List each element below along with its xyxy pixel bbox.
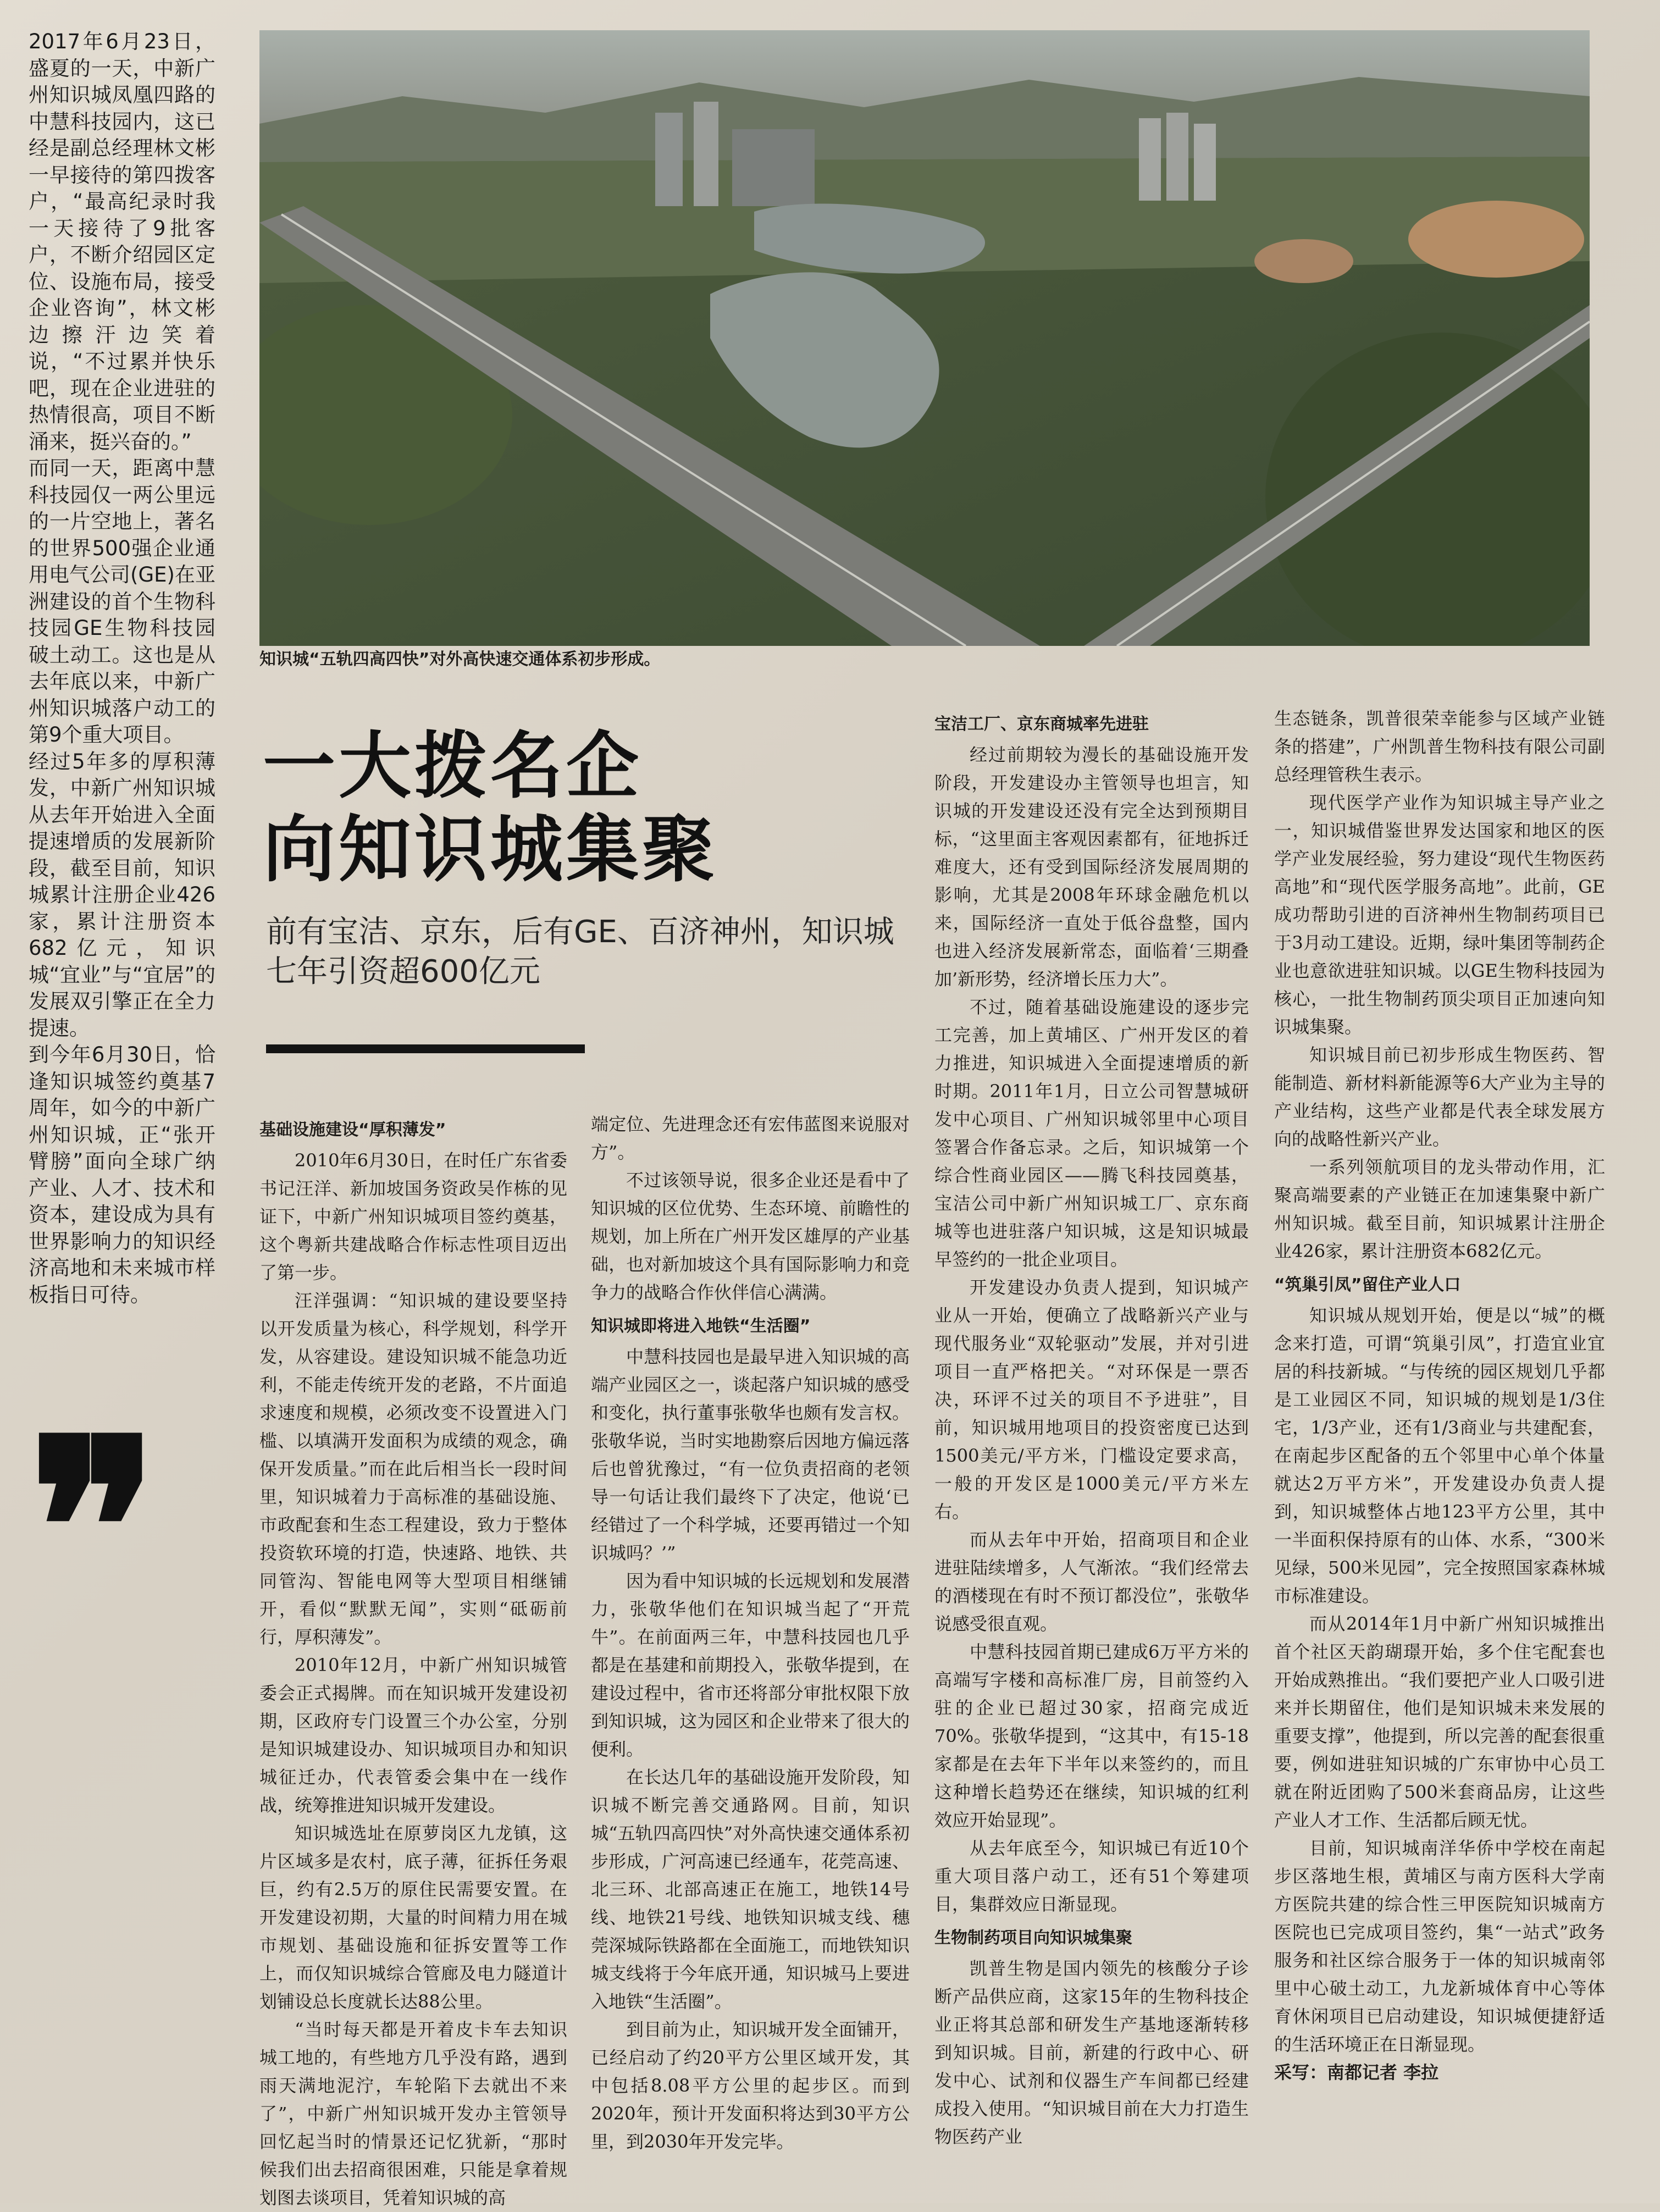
article-paragraph: 开发建设办负责人提到，知识城产业从一开始，便确立了战略新兴产业与现代服务业“双轮驱动”发展，并对引进项目一直严格把关。“对环保是一票否决，环评不过关的项目不予进驻”，目前，知识城用地项目的投资密度已达到1500美元/平方米，门槛设定要求高，一般的开发区是1000美元/平方米左右。 (934, 1277, 1249, 1522)
headline-line: 向知识城集聚 (263, 808, 718, 892)
article-paragraph: 一系列领航项目的龙头带动作用，汇聚高端要素的产业链正在加速集聚中新广州知识城。截至目前，知识城累计注册企业426家，累计注册资本682亿元。 (1274, 1157, 1605, 1262)
article-paragraph: 2010年12月，中新广州知识城管委会正式揭牌。而在知识城开发建设初期，区政府专门设置三个办公室，分别是知识城建设办、知识城项目办和知识城征迁办，代表管委会集中在一线作战，统筹推进知识城开发建设。 (259, 1655, 567, 1816)
sidebar-paragraph: 经过5年多的厚积薄发，中新广州知识城从去年开始进入全面提速增质的发展新阶段，截至目前，知识城累计注册企业426家，累计注册资本682亿元，知识城“宜业”与“宜居”的发展双引擎正在全力提速。 (29, 749, 215, 1040)
article-paragraph: 不过，随着基础设施建设的逐步完工完善，加上黄埔区、广州开发区的着力推进，知识城进入全面提速增质的新时期。2011年1月，日立公司智慧城研发中心项目、广州知识城邻里中心项目签署合作备忘录。之后，知识城第一个综合性商业园区——腾飞科技园奠基，宝洁公司中新广州知识城工厂、京东商城等也进驻落户知识城，这是知识城最早签约的一批企业项目。 (934, 997, 1249, 1270)
article-paragraph: 不过该领导说，很多企业还是看中了知识城的区位优势、生态环境、前瞻性的规划，加上所在广州开发区雄厚的产业基础，也对新加坡这个具有国际影响力和竞争力的战略合作伙伴信心满满。 (591, 1170, 910, 1303)
article-paragraph: 而从去年中开始，招商项目和企业进驻陆续增多，人气渐浓。“我们经常去的酒楼现在有时不预订都没位”，张敬华说感受很直观。 (934, 1529, 1249, 1634)
article-column-3 (934, 705, 1249, 2151)
headline (263, 725, 922, 892)
sidebar-paragraph: 而同一天，距离中慧科技园仅一两公里远的一片空地上，著名的世界500强企业通用电气公司(GE)在亚洲建设的首个生物科技园GE生物科技园破土动工。这也是从去年底以来，中新广州知识城落户动工的第9个重大项目。 (29, 456, 215, 746)
headline-rule (266, 1044, 585, 1053)
photo-caption: 知识城“五轨四高四快”对外高快速交通体系初步形成。 (259, 650, 661, 669)
sidebar-paragraph: 到今年6月30日，恰逢知识城签约奠基7周年，如今的中新广州知识城，正“张开臂膀”面向全球广纳产业、人才、技术和资本，建设成为具有世界影响力的知识经济高地和未来城市样板指日可待。 (29, 1043, 215, 1307)
headline-line: 一大拨名企 (263, 724, 642, 809)
subheadline: 前有宝洁、京东，后有GE、百济神州，知识城七年引资超600亿元 (266, 914, 894, 989)
article-paragraph: 知识城目前已初步形成生物医药、智能制造、新材料新能源等6大产业为主导的产业结构，这些产业都是代表全球发展方向的战略性新兴产业。 (1274, 1044, 1605, 1149)
article-paragraph: 在长达几年的基础设施开发阶段，知识城不断完善交通路网。目前，知识城“五轨四高四快”对外高快速交通体系初步形成，广河高速已经通车，花莞高速、北三环、北部高速正在施工，地铁14号线、地铁21号线、地铁知识城支线、穗莞深城际铁路都在全面施工，而地铁知识城支线将于今年底开通，知识城马上要进入地铁“生活圈”。 (591, 1767, 910, 2012)
article-paragraph: 汪洋强调：“知识城的建设要坚持以开发质量为核心，科学规划，科学开发，从容建设。建设知识城不能急功近利，不能走传统开发的老路，不片面追求速度和规模，必须改变不设置进入门槛、以填满开发面积为成绩的观念，确保开发质量。”而在此后相当长一段时间里，知识城着力于高标准的基础设施、市政配套和生态工程建设，致力于整体投资软环境的打造，快速路、地铁、共同管沟、智能电网等大型项目相继铺开，看似“默默无闻”，实则“砥砺前行，厚积薄发”。 (259, 1290, 567, 1647)
sidebar-intro (29, 29, 215, 1308)
article-paragraph: 经过前期较为漫长的基础设施开发阶段，开发建设办主管领导也坦言，知识城的开发建设还没有完全达到预期目标，“这里面主客观因素都有，征地拆迁难度大，还有受到国际经济发展周期的影响，尤其是2008年环球金融危机以来，国际经济一直处于低谷盘整，国内也进入经济发展新常态，面临着‘三期叠加’新形势，经济增长压力大”。 (934, 744, 1249, 989)
article-paragraph: 中慧科技园也是最早进入知识城的高端产业园区之一，谈起落户知识城的感受和变化，执行董事张敬华也颇有发言权。张敬华说，当时实地勘察后因地方偏远落后也曾犹豫过，“有一位负责招商的老领导一句话让我们最终下了决定，他说‘已经错过了一个科学城，还要再错过一个知识城吗？’” (591, 1346, 910, 1563)
article-paragraph: 知识城从规划开始，便是以“城”的概念来打造，可谓“筑巢引凤”，打造宜业宜居的科技新城。“与传统的园区规划几乎都是工业园区不同，知识城的规划是1/3住宅，1/3产业，还有1/3商业与共建配套，在南起步区配备的五个邻里中心单个体量就达2万平方米”，开发建设办负责人提到，知识城整体占地123平方公里，其中一半面积保持原有的山体、水系，“300米见绿，500米见园”，完全按照国家森林城市标准建设。 (1274, 1305, 1605, 1606)
article-paragraph: 现代医学产业作为知识城主导产业之一，知识城借鉴世界发达国家和地区的医学产业发展经验，努力建设“现代生物医药高地”和“现代医学服务高地”。此前，GE成功帮助引进的百济神州生物制药项目已于3月动工建设。近期，绿叶集团等制药企业也意欲进驻知识城。以GE生物科技园为核心，一批生物制药顶尖项目正加速向知识城集聚。 (1274, 792, 1605, 1037)
section-heading: 知识城即将进入地铁“生活圈” (591, 1317, 811, 1336)
aerial-photo (259, 30, 1590, 646)
article-paragraph: 而从2014年1月中新广州知识城推出首个社区天韵瑚璟开始，多个住宅配套也开始成熟推出。“我们要把产业人口吸引进来并长期留住，他们是知识城未来发展的重要支撑”，他提到，所以完善的配套很重要，例如进驻知识城的广东审协中心员工就在附近团购了500米套商品房，让这些产业人才工作、生活都后顾无忧。 (1274, 1613, 1605, 1831)
article-paragraph: 2010年6月30日，在时任广东省委书记汪洋、新加坡国务资政吴作栋的见证下，中新广州知识城项目签约奠基，这个粤新共建战略合作标志性项目迈出了第一步。 (259, 1150, 567, 1283)
quote-mark-icon: ❞ (29, 1386, 159, 1670)
byline: 采写：南都记者 李拉 (1274, 2062, 1439, 2083)
sidebar-paragraph: 2017年6月23日，盛夏的一天，中新广州知识城凤凰四路的中慧科技园内，这已经是副总经理林文彬一早接待的第四拨客户，“最高纪录时我一天接待了9批客户，不断介绍园区定位、设施布局，接受企业咨询”，林文彬边擦汗边笑着说，“不过累并快乐吧，现在企业进驻的热情很高，项目不断涌来，挺兴奋的。” (29, 30, 215, 454)
article-paragraph: 端定位、先进理念还有宏伟蓝图来说服对方”。 (591, 1114, 910, 1163)
article-column-4 (1274, 705, 1605, 2087)
article-paragraph: 知识城选址在原萝岗区九龙镇，这片区域多是农村，底子薄，征拆任务艰巨，约有2.5万的原住民需要安置。在开发建设初期，大量的时间精力用在城市规划、基础设施和征拆安置等工作上，而仅知识城综合管廊及电力隧道计划铺设总长度就长达88公里。 (259, 1823, 567, 2012)
article-paragraph: 从去年底至今，知识城已有近10个重大项目落户动工，还有51个筹建项目，集群效应日渐显现。 (934, 1838, 1249, 1915)
section-heading: 宝洁工厂、京东商城率先进驻 (934, 715, 1149, 734)
article-paragraph: 因为看中知识城的长远规划和发展潜力，张敬华他们在知识城当起了“开荒牛”。在前面两三年，中慧科技园也几乎都是在基建和前期投入，张敬华提到，在建设过程中，省市还将部分审批权限下放到知识城，这为园区和企业带来了很大的便利。 (591, 1570, 910, 1760)
article-column-2 (591, 1110, 910, 2156)
section-heading: 基础设施建设“厚积薄发” (259, 1120, 446, 1140)
article-paragraph: 生态链条，凯普很荣幸能参与区域产业链条的搭建”，广州凯普生物科技有限公司副总经理管秩生表示。 (1274, 708, 1605, 785)
article-paragraph: 到目前为止，知识城开发全面铺开，已经启动了约20平方公里区域开发，其中包括8.08平方公里的起步区。而到2020年，预计开发面积将达到30平方公里，到2030年开发完毕。 (591, 2019, 910, 2152)
article-paragraph: 中慧科技园首期已建成6万平方米的高端写字楼和高标准厂房，目前签约入驻的企业已超过30家，招商完成近70%。张敬华提到，“这其中，有15-18家都是在去年下半年以来签约的，而且这种增长趋势还在继续，知识城的红利效应开始显现”。 (934, 1641, 1249, 1831)
section-heading: “筑巢引凤”留住产业人口 (1274, 1275, 1461, 1295)
section-heading: 生物制药项目向知识城集聚 (934, 1928, 1132, 1948)
article-column-1 (259, 1110, 567, 2212)
article-paragraph: 凯普生物是国内领先的核酸分子诊断产品供应商，这家15年的生物科技企业正将其总部和研发生产基地逐渐转移到知识城。目前，新建的行政中心、研发中心、试剂和仪器生产车间都已经建成投入使用。“知识城目前在大力打造生物医药产业 (934, 1958, 1249, 2147)
article-paragraph: “当时每天都是开着皮卡车去知识城工地的，有些地方几乎没有路，遇到雨天满地泥泞，车轮陷下去就出不来了”，中新广州知识城开发办主管领导回忆起当时的情景还记忆犹新，“那时候我们出去招商很困难，只能是拿着规划图去谈项目，凭着知识城的高 (259, 2019, 567, 2208)
article-paragraph: 目前，知识城南洋华侨中学校在南起步区落地生根，黄埔区与南方医科大学南方医院共建的综合性三甲医院知识城南方医院也已完成项目签约，集“一站式”政务服务和社区综合服务于一体的知识城南邻里中心破土动工，九龙新城体育中心等体育休闲项目已启动建设，知识城便捷舒适的生活环境正在日渐显现。 (1274, 1838, 1605, 2055)
